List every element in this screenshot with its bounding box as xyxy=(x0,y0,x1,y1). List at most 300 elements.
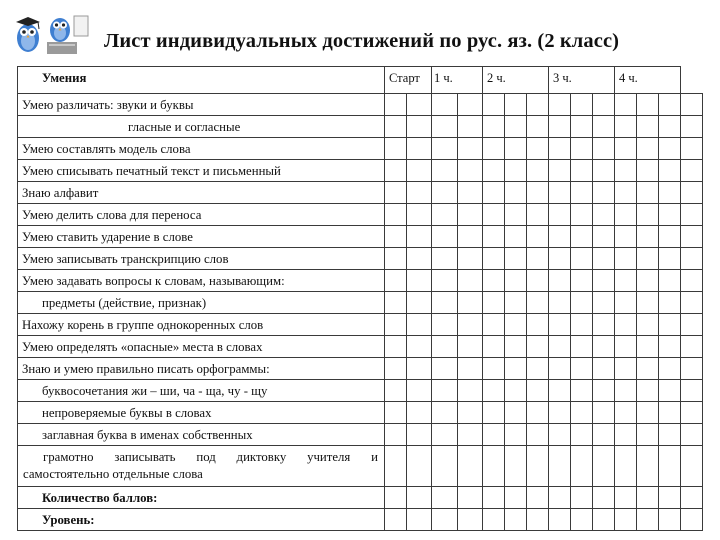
row-label: Знаю и умею правильно писать орфограммы: xyxy=(18,358,385,380)
score-cell xyxy=(593,204,615,226)
score-cell xyxy=(432,248,458,270)
score-cell xyxy=(637,424,659,446)
score-cell xyxy=(407,292,432,314)
score-cell xyxy=(549,204,571,226)
score-cell xyxy=(483,424,505,446)
score-cell xyxy=(681,358,703,380)
score-cell xyxy=(505,226,527,248)
score-cell xyxy=(615,336,637,358)
table-row xyxy=(18,204,703,226)
score-cell xyxy=(593,380,615,402)
score-cell xyxy=(637,292,659,314)
score-cell xyxy=(681,138,703,160)
score-cell xyxy=(385,487,407,509)
score-cell xyxy=(483,402,505,424)
score-cell xyxy=(681,509,703,531)
score-cell xyxy=(571,314,593,336)
score-cell xyxy=(571,446,593,487)
score-cell xyxy=(458,424,483,446)
score-cell xyxy=(407,424,432,446)
score-cell xyxy=(483,314,505,336)
score-cell xyxy=(432,270,458,292)
score-cell xyxy=(549,182,571,204)
score-cell xyxy=(407,138,432,160)
score-cell xyxy=(385,160,407,182)
table-row xyxy=(18,336,703,358)
score-cell xyxy=(615,446,637,487)
score-cell xyxy=(593,402,615,424)
score-cell xyxy=(527,358,549,380)
score-cell xyxy=(571,424,593,446)
row-label: Умею ставить ударение в слове xyxy=(18,226,385,248)
score-cell xyxy=(527,314,549,336)
score-cell xyxy=(659,204,681,226)
score-cell xyxy=(615,138,637,160)
score-cell xyxy=(593,160,615,182)
score-cell xyxy=(407,270,432,292)
score-cell xyxy=(527,446,549,487)
header-skills: Умения xyxy=(18,67,385,94)
score-cell xyxy=(571,509,593,531)
score-cell xyxy=(659,94,681,116)
score-cell xyxy=(615,424,637,446)
score-cell xyxy=(385,116,407,138)
score-cell xyxy=(549,424,571,446)
score-cell xyxy=(549,487,571,509)
score-cell xyxy=(505,446,527,487)
score-cell xyxy=(505,160,527,182)
score-cell xyxy=(615,248,637,270)
header-q3: 3 ч. xyxy=(549,67,615,94)
score-cell xyxy=(385,424,407,446)
score-cell xyxy=(593,509,615,531)
score-cell xyxy=(593,358,615,380)
row-label: Умею составлять модель слова xyxy=(18,138,385,160)
score-cell xyxy=(432,138,458,160)
score-cell xyxy=(527,204,549,226)
score-cell xyxy=(637,270,659,292)
score-cell xyxy=(458,292,483,314)
score-cell xyxy=(432,226,458,248)
score-cell xyxy=(593,314,615,336)
score-cell xyxy=(483,487,505,509)
score-cell xyxy=(549,402,571,424)
score-cell xyxy=(505,94,527,116)
score-cell xyxy=(505,380,527,402)
score-cell xyxy=(432,424,458,446)
score-cell xyxy=(593,424,615,446)
score-cell xyxy=(527,292,549,314)
score-cell xyxy=(615,116,637,138)
score-cell xyxy=(615,292,637,314)
score-cell xyxy=(407,94,432,116)
score-cell xyxy=(407,204,432,226)
score-cell xyxy=(527,138,549,160)
score-cell xyxy=(571,336,593,358)
score-cell xyxy=(505,402,527,424)
table-row xyxy=(18,226,703,248)
score-cell xyxy=(385,336,407,358)
score-cell xyxy=(549,336,571,358)
score-cell xyxy=(571,402,593,424)
score-cell xyxy=(527,270,549,292)
score-cell xyxy=(458,160,483,182)
table-row xyxy=(18,380,703,402)
score-cell xyxy=(681,160,703,182)
score-cell xyxy=(385,292,407,314)
score-cell xyxy=(637,160,659,182)
score-cell xyxy=(659,160,681,182)
score-cell xyxy=(593,270,615,292)
score-cell xyxy=(505,270,527,292)
score-cell xyxy=(483,358,505,380)
score-cell xyxy=(659,358,681,380)
score-cell xyxy=(432,204,458,226)
score-cell xyxy=(483,446,505,487)
score-cell xyxy=(659,116,681,138)
score-cell xyxy=(432,509,458,531)
score-cell xyxy=(432,402,458,424)
header-q1: 1 ч. xyxy=(432,67,483,94)
score-cell xyxy=(593,226,615,248)
score-cell xyxy=(527,248,549,270)
score-cell xyxy=(458,248,483,270)
score-cell xyxy=(407,380,432,402)
header-q4: 4 ч. xyxy=(615,67,681,94)
level-label: Уровень: xyxy=(18,509,385,531)
score-cell xyxy=(483,509,505,531)
score-cell xyxy=(659,314,681,336)
score-cell xyxy=(407,248,432,270)
score-cell xyxy=(571,160,593,182)
score-cell xyxy=(593,94,615,116)
score-cell xyxy=(385,138,407,160)
score-cell xyxy=(681,314,703,336)
score-cell xyxy=(505,248,527,270)
score-cell xyxy=(549,358,571,380)
score-cell xyxy=(659,226,681,248)
score-cell xyxy=(483,270,505,292)
table-row xyxy=(18,182,703,204)
score-cell xyxy=(407,402,432,424)
score-cell xyxy=(659,248,681,270)
score-cell xyxy=(637,94,659,116)
score-cell xyxy=(659,336,681,358)
row-label: Умею различать: звуки и буквы xyxy=(18,94,385,116)
score-cell xyxy=(571,380,593,402)
score-cell xyxy=(637,182,659,204)
score-cell xyxy=(407,487,432,509)
score-cell xyxy=(659,380,681,402)
row-label: грамотно записывать под диктовку учителя и самостоятельно отдельные слова xyxy=(18,446,385,487)
score-cell xyxy=(549,226,571,248)
score-cell xyxy=(659,487,681,509)
row-label: Умею списывать печатный текст и письменный xyxy=(18,160,385,182)
score-cell xyxy=(681,270,703,292)
score-cell xyxy=(527,336,549,358)
score-cell xyxy=(505,292,527,314)
score-cell xyxy=(571,94,593,116)
score-cell xyxy=(571,116,593,138)
table-row xyxy=(18,94,703,116)
score-cell xyxy=(458,358,483,380)
score-cell xyxy=(432,94,458,116)
score-cell xyxy=(407,509,432,531)
score-cell xyxy=(549,509,571,531)
score-cell xyxy=(483,292,505,314)
score-cell xyxy=(458,446,483,487)
score-cell xyxy=(571,248,593,270)
score-cell xyxy=(385,402,407,424)
score-cell xyxy=(483,94,505,116)
score-cell xyxy=(637,226,659,248)
score-cell xyxy=(681,292,703,314)
score-cell xyxy=(505,336,527,358)
score-cell xyxy=(615,94,637,116)
score-cell xyxy=(458,226,483,248)
page-title: Лист индивидуальных достижений по рус. яз. (2 класс) xyxy=(104,30,620,52)
score-cell xyxy=(659,292,681,314)
score-cell xyxy=(432,182,458,204)
score-cell xyxy=(527,116,549,138)
score-cell xyxy=(505,182,527,204)
score-cell xyxy=(593,116,615,138)
row-label: гласные и согласные xyxy=(18,116,385,138)
score-cell xyxy=(681,336,703,358)
score-cell xyxy=(385,314,407,336)
score-cell xyxy=(483,160,505,182)
score-cell xyxy=(571,358,593,380)
score-cell xyxy=(637,402,659,424)
score-cell xyxy=(527,182,549,204)
score-cell xyxy=(615,314,637,336)
row-label: Умею записывать транскрипцию слов xyxy=(18,248,385,270)
score-cell xyxy=(593,138,615,160)
score-cell xyxy=(458,314,483,336)
score-cell xyxy=(385,446,407,487)
table-row xyxy=(18,487,703,509)
score-cell xyxy=(407,446,432,487)
row-label: Знаю алфавит xyxy=(18,182,385,204)
score-cell xyxy=(505,424,527,446)
table-row xyxy=(18,160,703,182)
header-q2: 2 ч. xyxy=(483,67,549,94)
score-cell xyxy=(681,402,703,424)
row-label: Нахожу корень в группе однокоренных слов xyxy=(18,314,385,336)
score-cell xyxy=(483,138,505,160)
score-cell xyxy=(549,314,571,336)
score-cell xyxy=(681,487,703,509)
score-cell xyxy=(615,509,637,531)
score-cell xyxy=(407,160,432,182)
score-cell xyxy=(659,402,681,424)
score-cell xyxy=(483,182,505,204)
header-row xyxy=(18,67,703,94)
score-cell xyxy=(549,248,571,270)
score-cell xyxy=(432,380,458,402)
score-cell xyxy=(681,204,703,226)
score-cell xyxy=(385,380,407,402)
score-cell xyxy=(593,336,615,358)
score-cell xyxy=(615,487,637,509)
score-cell xyxy=(549,116,571,138)
score-cell xyxy=(483,226,505,248)
score-cell xyxy=(527,509,549,531)
score-cell xyxy=(659,424,681,446)
score-cell xyxy=(458,94,483,116)
table-row xyxy=(18,424,703,446)
row-label: предметы (действие, признак) xyxy=(18,292,385,314)
table-row xyxy=(18,248,703,270)
score-cell xyxy=(681,226,703,248)
score-cell xyxy=(385,94,407,116)
score-cell xyxy=(458,487,483,509)
score-cell xyxy=(615,380,637,402)
score-cell xyxy=(615,160,637,182)
score-cell xyxy=(527,226,549,248)
score-cell xyxy=(385,358,407,380)
score-cell xyxy=(681,446,703,487)
row-label: непроверяемые буквы в словах xyxy=(18,402,385,424)
score-cell xyxy=(385,248,407,270)
score-cell xyxy=(505,487,527,509)
score-cell xyxy=(659,270,681,292)
score-cell xyxy=(505,509,527,531)
score-cell xyxy=(458,402,483,424)
score-cell xyxy=(458,270,483,292)
score-cell xyxy=(571,226,593,248)
score-cell xyxy=(458,509,483,531)
score-cell xyxy=(637,138,659,160)
achievement-table xyxy=(17,66,703,531)
header-start: Старт xyxy=(385,67,432,94)
score-cell xyxy=(637,336,659,358)
score-cell xyxy=(637,487,659,509)
row-label: Умею определять «опасные» места в словах xyxy=(18,336,385,358)
score-cell xyxy=(527,402,549,424)
table-row xyxy=(18,509,703,531)
score-cell xyxy=(432,292,458,314)
score-cell xyxy=(593,248,615,270)
score-cell xyxy=(637,380,659,402)
score-cell xyxy=(483,248,505,270)
score-cell xyxy=(407,226,432,248)
score-cell xyxy=(527,380,549,402)
score-cell xyxy=(637,509,659,531)
score-cell xyxy=(549,160,571,182)
table-row xyxy=(18,446,703,487)
score-cell xyxy=(615,270,637,292)
score-cell xyxy=(432,116,458,138)
score-cell xyxy=(571,204,593,226)
score-cell xyxy=(505,116,527,138)
score-cell xyxy=(483,204,505,226)
score-cell xyxy=(615,402,637,424)
score-cell xyxy=(659,182,681,204)
score-cell xyxy=(637,248,659,270)
score-cell xyxy=(681,94,703,116)
score-cell xyxy=(527,160,549,182)
score-cell xyxy=(615,226,637,248)
score-cell xyxy=(505,138,527,160)
score-cell xyxy=(593,182,615,204)
score-cell xyxy=(458,336,483,358)
score-cell xyxy=(407,116,432,138)
score-cell xyxy=(458,204,483,226)
score-cell xyxy=(432,336,458,358)
score-cell xyxy=(458,182,483,204)
row-label: заглавная буква в именах собственных xyxy=(18,424,385,446)
table-row xyxy=(18,402,703,424)
score-cell xyxy=(505,358,527,380)
score-cell xyxy=(407,336,432,358)
score-cell xyxy=(615,182,637,204)
score-cell xyxy=(527,424,549,446)
score-cell xyxy=(385,270,407,292)
score-cell xyxy=(549,270,571,292)
score-cell xyxy=(681,380,703,402)
score-cell xyxy=(407,358,432,380)
score-cell xyxy=(549,94,571,116)
score-cell xyxy=(659,509,681,531)
score-cell xyxy=(385,509,407,531)
score-cell xyxy=(407,314,432,336)
score-cell xyxy=(637,446,659,487)
score-cell xyxy=(637,358,659,380)
score-cell xyxy=(432,446,458,487)
score-cell xyxy=(681,248,703,270)
score-cell xyxy=(458,116,483,138)
score-cell xyxy=(432,358,458,380)
score-cell xyxy=(527,94,549,116)
table-row xyxy=(18,358,703,380)
score-cell xyxy=(549,380,571,402)
table-row xyxy=(18,270,703,292)
score-cell xyxy=(681,116,703,138)
score-cell xyxy=(571,138,593,160)
row-label: Умею задавать вопросы к словам, называющим: xyxy=(18,270,385,292)
score-cell xyxy=(505,314,527,336)
score-cell xyxy=(505,204,527,226)
score-cell xyxy=(458,138,483,160)
row-label: Умею делить слова для переноса xyxy=(18,204,385,226)
row-label: буквосочетания жи – ши, ча - ща, чу - щу xyxy=(18,380,385,402)
score-cell xyxy=(681,424,703,446)
score-cell xyxy=(483,380,505,402)
score-cell xyxy=(571,487,593,509)
score-cell xyxy=(385,204,407,226)
table-row xyxy=(18,116,703,138)
table-row xyxy=(18,292,703,314)
score-cell xyxy=(549,292,571,314)
score-cell xyxy=(549,138,571,160)
score-cell xyxy=(659,446,681,487)
score-cell xyxy=(549,446,571,487)
score-cell xyxy=(637,116,659,138)
score-cell xyxy=(385,182,407,204)
score-cell xyxy=(593,446,615,487)
score-cell xyxy=(483,336,505,358)
table-row xyxy=(18,138,703,160)
score-cell xyxy=(458,380,483,402)
owl-logo-icon xyxy=(14,8,90,56)
score-cell xyxy=(615,204,637,226)
score-cell xyxy=(637,204,659,226)
score-cell xyxy=(385,226,407,248)
score-cell xyxy=(527,487,549,509)
score-cell xyxy=(615,358,637,380)
score-cell xyxy=(593,487,615,509)
